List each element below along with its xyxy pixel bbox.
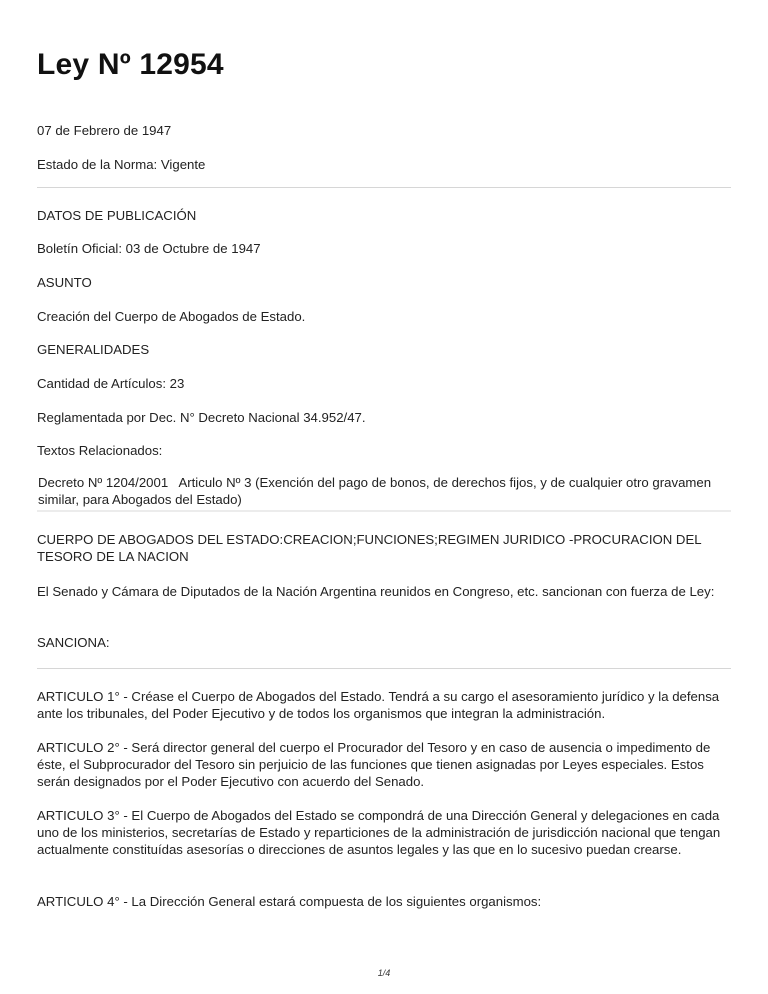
page-title: Ley Nº 12954 [37, 48, 224, 81]
related-text-link[interactable]: Decreto Nº 1204/2001 Articulo Nº 3 (Exención del pago de bonos, de derechos fijos, y de cualquier otro gravamen similar, para Abogados del Estado) [38, 475, 715, 507]
subject-text: Creación del Cuerpo de Abogados de Estado. [37, 309, 306, 324]
law-date: 07 de Febrero de 1947 [37, 123, 172, 138]
divider [37, 668, 731, 669]
regulated-by: Reglamentada por Dec. N° Decreto Nacional 34.952/47. [37, 410, 366, 425]
article-count: Cantidad de Artículos: 23 [37, 376, 185, 391]
article-2: ARTICULO 2° - Será director general del cuerpo el Procurador del Tesoro y en caso de ausencia o impedimento de éste, el Subprocurador del Tesoro sin perjuicio de las funciones que tienen asignadas por Leyes especiales. Estos serán designados por el Poder Ejecutivo con acuerdo del Senado. [37, 740, 711, 789]
page-number: 1/4 [377, 968, 391, 978]
subject-heading: ASUNTO [37, 275, 92, 290]
general-heading: GENERALIDADES [37, 342, 150, 357]
divider [37, 510, 731, 512]
sanciona-label: SANCIONA: [37, 635, 110, 650]
related-texts-heading: Textos Relacionados: [37, 443, 163, 458]
publication-heading: DATOS DE PUBLICACIÓN [37, 208, 197, 223]
article-4: ARTICULO 4° - La Dirección General estará compuesta de los siguientes organismos: [37, 894, 542, 909]
descriptors: CUERPO DE ABOGADOS DEL ESTADO:CREACION;FUNCIONES;REGIMEN JURIDICO -PROCURACION DEL TESORO DE LA NACION [37, 532, 702, 564]
article-3: ARTICULO 3° - El Cuerpo de Abogados del Estado se compondrá de una Dirección General y delegaciones en cada uno de los ministerios, secretarías de Estado y reparticiones de la administración de jurisdicción nacional que tengan actualmente constituídas asesorías o direcciones de asuntos legales y las que en lo sucesivo puedan crearse. [37, 808, 721, 857]
preamble: El Senado y Cámara de Diputados de la Nación Argentina reunidos en Congreso, etc. sancionan con fuerza de Ley: [37, 584, 715, 599]
publication-bulletin: Boletín Oficial: 03 de Octubre de 1947 [37, 241, 261, 256]
article-1: ARTICULO 1° - Créase el Cuerpo de Abogados del Estado. Tendrá a su cargo el asesoramiento jurídico y la defensa ante los tribunales, del Poder Ejecutivo y de todos los organismos que integran la administración. [37, 689, 720, 721]
law-status: Estado de la Norma: Vigente [37, 157, 206, 172]
divider [37, 187, 731, 188]
